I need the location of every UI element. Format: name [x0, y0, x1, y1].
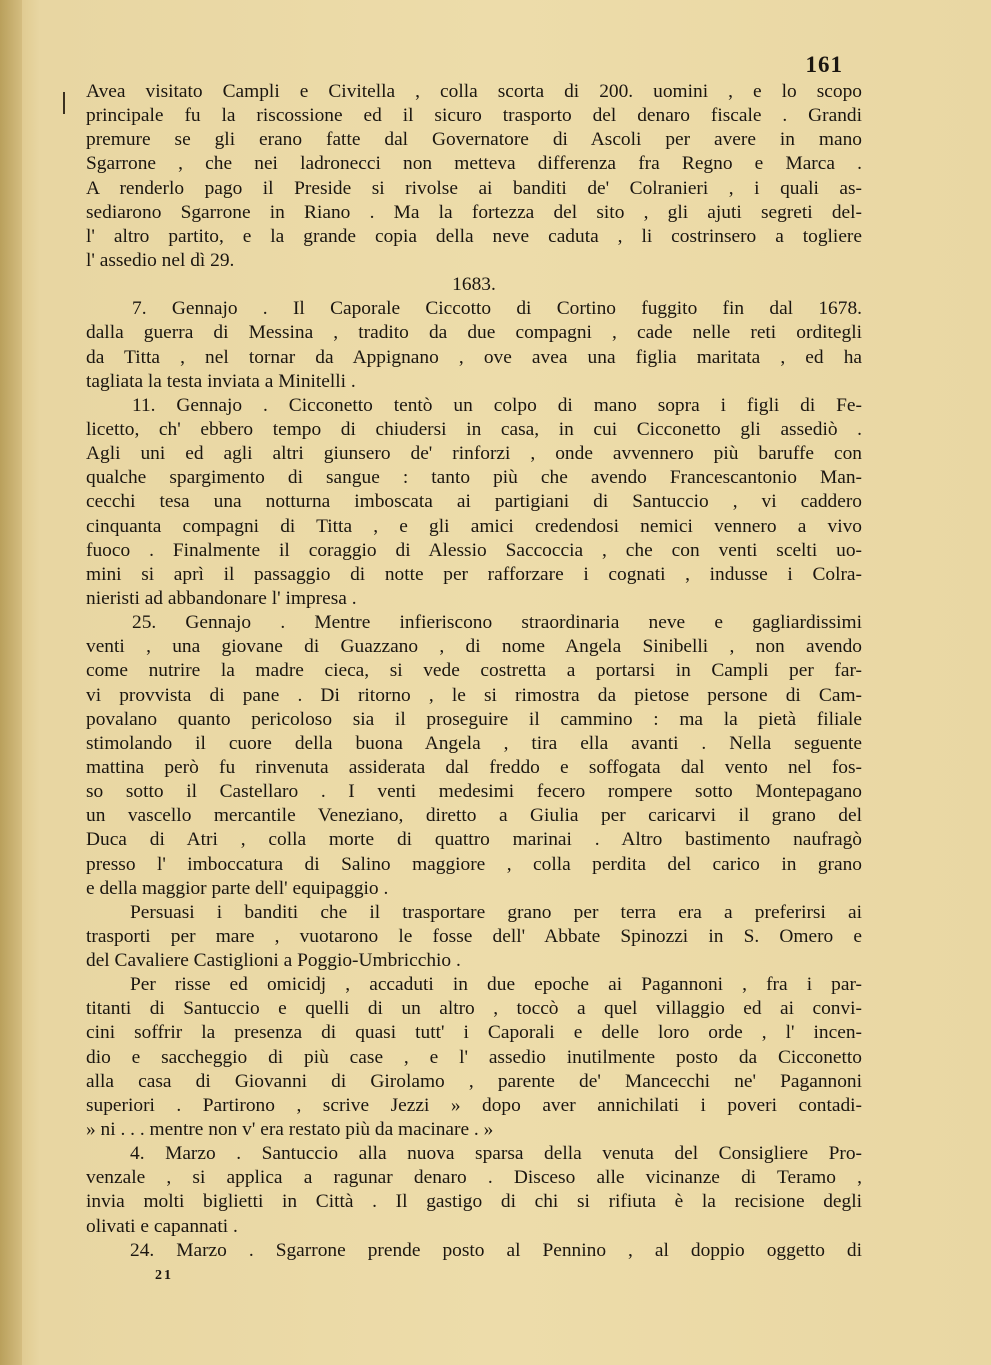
text-line: Agli uni ed agli altri giunsero de' rinforzi , onde avvennero più baruffe con [86, 443, 862, 465]
text-line: 24. Marzo . Sgarrone prende posto al Pennino , al doppio oggetto di [130, 1239, 862, 1261]
text-line: 25. Gennajo . Mentre infieriscono straordinaria neve e gagliardissimi [132, 612, 862, 634]
page-gutter [0, 0, 22, 1365]
text-line: e della maggior parte dell' equipaggio . [86, 877, 389, 899]
text-line: principale fu la riscossione ed il sicuro trasporto del denaro fiscale . Grandi [86, 105, 862, 127]
text-line: premure se gli erano fatte dal Governatore di Ascoli per avere in mano [86, 129, 862, 151]
page-text [86, 80, 862, 1263]
text-line: venti , una giovane di Guazzano , di nome Angela Sinibelli , non avendo [86, 636, 862, 658]
text-line: Duca di Atri , colla morte di quattro marinai . Altro bastimento naufragò [86, 829, 862, 851]
text-line: 4. Marzo . Santuccio alla nuova sparsa della venuta del Consigliere Pro- [130, 1143, 862, 1165]
text-line: nieristi ad abbandonare l' impresa . [86, 587, 357, 609]
text-line: » ni . . . mentre non v' era restato più da macinare . » [86, 1119, 494, 1141]
text-line: l' assedio nel dì 29. [86, 249, 235, 271]
text-line: l' altro partito, e la grande copia della neve caduta , li costrinsero a togliere [86, 225, 862, 247]
text-line: dio e saccheggio di più case , e l' assedio inutilmente posto da Cicconetto [86, 1046, 862, 1068]
text-line: vi provvista di pane . Di ritorno , le si rimostra da pietose persone di Cam- [86, 684, 862, 706]
text-line: venzale , si applica a ragunar denaro . Disceso alle vicinanze di Teramo , [86, 1167, 862, 1189]
text-line: povalano quanto pericoloso sia il proseguire il cammino : ma la pietà filiale [86, 708, 862, 730]
text-line: da Titta , nel tornar da Appignano , ove avea una figlia maritata , ed ha [86, 346, 862, 368]
text-line: alla casa di Giovanni di Girolamo , parente de' Mancecchi ne' Pagannoni [86, 1070, 862, 1092]
text-line: dalla guerra di Messina , tradito da due compagni , cade nelle reti orditegli [86, 322, 862, 344]
text-line: trasporti per mare , vuotarono le fosse dell' Abbate Spinozzi in S. Omero e [86, 925, 862, 947]
text-line: Avea visitato Campli e Civitella , colla scorta di 200. uomini , e lo scopo [86, 81, 862, 102]
text-line: A renderlo pago il Preside si rivolse ai banditi de' Colranieri , i quali as- [86, 177, 862, 199]
text-line: invia molti biglietti in Città . Il gastigo di chi si rifiuta è la recisione degli [86, 1191, 862, 1213]
text-line: Persuasi i banditi che il trasportare grano per terra era a preferirsi ai [130, 901, 862, 923]
text-line: tagliata la testa inviata a Minitelli . [86, 370, 356, 392]
text-line: fuoco . Finalmente il coraggio di Alessio Saccoccia , che con venti scelti uo- [86, 539, 862, 561]
text-line: cinquanta compagni di Titta , e gli amici credendosi nemici vennero a vivo [86, 515, 862, 537]
text-line: presso l' imboccatura di Salino maggiore , colla perdita del carico in grano [86, 853, 862, 875]
text-line: titanti di Santuccio e quelli di un altro , toccò a quel villaggio ed ai convi- [86, 998, 862, 1020]
page-number: 161 [805, 52, 843, 77]
text-line: superiori . Partirono , scrive Jezzi » dopo aver annichilati i poveri contadi- [86, 1094, 862, 1116]
text-line: 7. Gennajo . Il Caporale Ciccotto di Cortino fuggito fin dal 1678. [132, 298, 862, 320]
text-line: licetto, ch' ebbero tempo di chiudersi in casa, in cui Cicconetto gli assediò . [86, 418, 862, 440]
text-line: come nutrire la madre cieca, si vede costretta a portarsi in Campli per far- [86, 660, 862, 682]
text-line: Per risse ed omicidj , accaduti in due epoche ai Pagannoni , fra i par- [130, 974, 862, 996]
text-line: cecchi tesa una notturna imboscata ai partigiani di Santuccio , vi caddero [86, 491, 862, 513]
text-line: Sgarrone , che nei ladronecci non metteva differenza fra Regno e Marca . [86, 153, 862, 175]
signature-mark: 21 [155, 1268, 173, 1283]
text-line: so sotto il Castellaro . I venti medesimi fecero rompere sotto Montepagano [86, 781, 862, 803]
year-heading: 1683. [452, 274, 496, 296]
text-line: stimolando il cuore della buona Angela , tira ella avanti . Nella seguente [86, 732, 862, 754]
text-line: 11. Gennajo . Cicconetto tentò un colpo di mano sopra i figli di Fe- [132, 394, 862, 416]
text-line: un vascello mercantile Veneziano, diretto a Giulia per caricarvi il grano del [86, 805, 862, 827]
text-line: mini si aprì il passaggio di notte per rafforzare i cognati , indusse i Colra- [86, 563, 862, 585]
margin-mark [63, 92, 65, 114]
text-line: sediarono Sgarrone in Riano . Ma la fortezza del sito , gli ajuti segreti del- [86, 201, 862, 223]
text-line: cini soffrir la presenza di quasi tutt' i Caporali e delle loro orde , l' incen- [86, 1022, 862, 1044]
text-line: qualche spargimento di sangue : tanto più che avendo Francescantonio Man- [86, 467, 862, 489]
text-line: mattina però fu rinvenuta assiderata dal freddo e soffogata dal vento nel fos- [86, 756, 862, 778]
text-line: del Cavaliere Castiglioni a Poggio-Umbricchio . [86, 950, 461, 972]
text-line: olivati e capannati . [86, 1215, 238, 1237]
